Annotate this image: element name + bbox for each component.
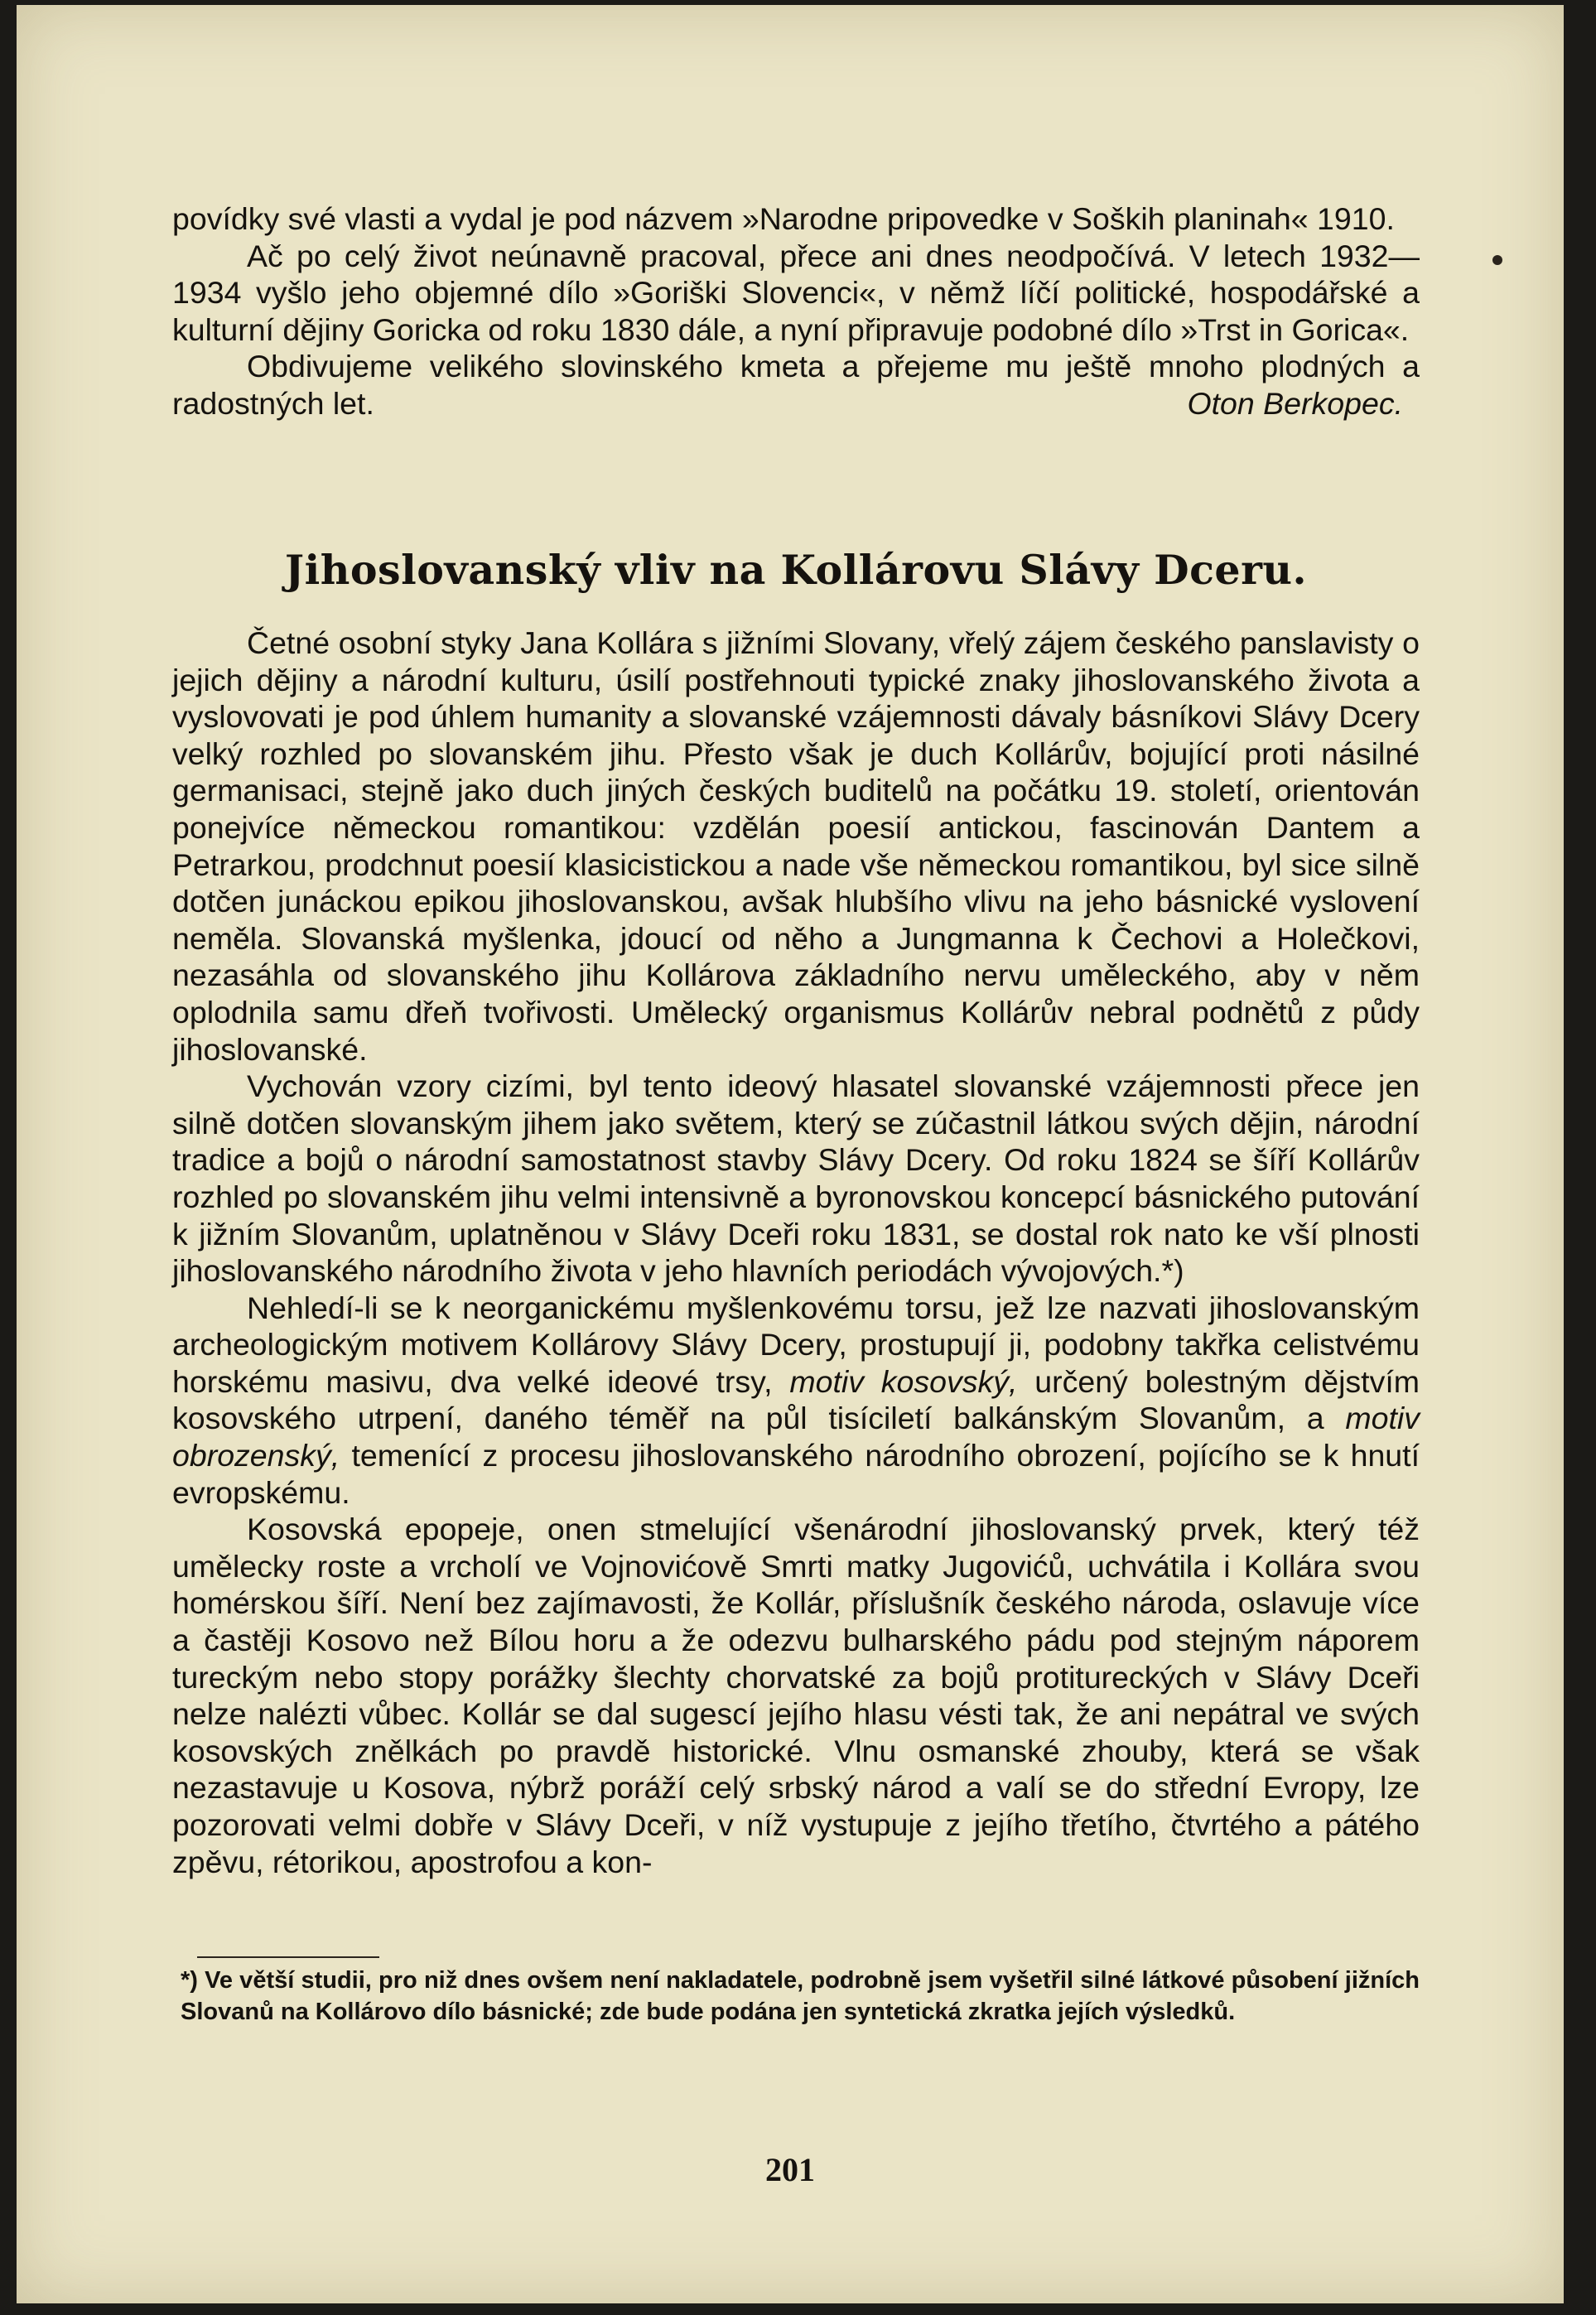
book-page (17, 5, 1564, 2303)
footnote-rule (197, 1956, 379, 1958)
margin-mark (1492, 255, 1502, 265)
article-paragraph-3 (172, 1290, 1420, 1512)
article-paragraph-4: Kosovská epopeje, onen stmelující všenárodní jihoslovanský prvek, který též umělecky roste a vrcholí ve Vojnovićově Smrti matky Jugovićů, uchvátila i Kollára svou homérskou šíří. Není bez zajímavosti, že Kollár, příslušník českého národa, oslavuje více a častěji Kosovo než Bílou horu a že odezvu bulharského pádu pod stejným náporem tureckým nebo stopy porážky šlechty chorvatské za bojů protitureckých v Slávy Dceři nelze nalézti vůbec. Kollár se dal sugescí jejího hlasu vésti tak, že ani nepátral ve svých kosovských znělkách po pravdě historické. Vlnu osmanské zhouby, která se však nezastavuje u Kosova, nýbrž poráží celý srbský národ a valí se do střední Evropy, lze pozorovati velmi dobře v Slávy Dceři, v níž vystupuje z jejího třetího, čtvrtého a pátého zpěvu, rétorikou, apostrofou a kon- (172, 1512, 1420, 1879)
author-signature: Oton Berkopec. (1187, 385, 1403, 421)
article-paragraph-3-part-c: temenící z procesu jihoslovanského národního obrození, pojícího se k hnutí evropskému. (172, 1438, 1420, 1510)
motif-kosovo-term: motiv kosovský, (789, 1363, 1018, 1399)
intro-paragraph-3 (172, 348, 1420, 422)
article-body (172, 625, 1420, 1880)
article-title: Jihoslovanský vliv na Kollárovu Slávy Dceru. (284, 546, 1308, 594)
footnote: *) Ve větší studii, pro niž dnes ovšem není nakladatele, podrobně jsem vyšetřil silné látkové působení jižních Slovanů na Kollárovo dílo básnické; zde bude podána jen syntetická zkratka jejích výsledků. (181, 1967, 1420, 2025)
article-paragraph-2: Vychován vzory cizími, byl tento ideový hlasatel slovanské vzájemnosti přece jen silně dotčen slovanským jihem jako světem, který se zúčastnil látkou svých dějin, národní tradice a bojů o národní samostatnost stavby Slávy Dcery. Od roku 1824 se šíří Kollárův rozhled po slovanském jihu velmi intensivně a byronovskou koncepcí básnického putování k jižním Slovanům, uplatněnou v Slávy Dceři roku 1831, se dostal rok nato ke vší plnosti jihoslovanského národního života v jeho hlavních periodách vývojových.*) (172, 1068, 1420, 1289)
motif-revival-term: motiv obrozenský, (172, 1401, 1420, 1473)
intro-paragraph-2: Ač po celý život neúnavně pracoval, přece ani dnes neodpočívá. V letech 1932—1934 vyšlo jeho objemné dílo »Goriški Slovenci«, v němž líčí politické, hospodářské a kulturní dějiny Goricka od roku 1830 dále, a nyní připravuje podobné dílo »Trst in Gorica«. (172, 238, 1420, 347)
intro-paragraph-1: povídky své vlasti a vydal je pod názvem »Narodne pripovedke v Soških planinah« 1910. (172, 201, 1395, 236)
intro-section (172, 200, 1420, 422)
article-paragraph-3-part-b: určený bolestným dějstvím kosovského utrpení, daného téměř na půl tisíciletí balkánským Slovanům, a (172, 1363, 1420, 1436)
article-paragraph-3-part-a: Nehledí-li se k neorganickému myšlenkovému torsu, jež lze nazvati jihoslovanským archeologickým motivem Kollárovy Slávy Dcery, prostupují ji, podobny takřka celistvému horskému masivu, dva velké ideové trsy, (172, 1290, 1420, 1399)
intro-paragraph-3-text: Obdivujeme velikého slovinského kmeta a přejeme mu ještě mnoho plodných a radostných let. (172, 349, 1420, 421)
page-number: 201 (765, 2151, 815, 2188)
article-paragraph-1: Četné osobní styky Jana Kollára s jižními Slovany, vřelý zájem českého panslavisty o jejich dějiny a národní kulturu, úsilí postřehnouti typické znaky jihoslovanského života a vyslovovati je pod úhlem humanity a slovanské vzájemnosti dávaly básníkovi Slávy Dcery velký rozhled po slovanském jihu. Přesto však je duch Kollárův, bojující proti násilné germanisaci, stejně jako duch jiných českých buditelů na počátku 19. století, orientován ponejvíce německou romantikou: vzdělán poesií antickou, fascinován Dantem a Petrarkou, prodchnut poesií klasicistickou a nade vše německou romantikou, byl sice silně dotčen junáckou epikou jihoslovanskou, avšak hlubšího vlivu na jeho básnické vyslovení neměla. Slovanská myšlenka, jdoucí od něho a Jungmanna k Čechovi a Holečkovi, nezasáhla od slovanského jihu Kollárova základního nervu uměleckého, aby v něm oplodnila samu dřeň tvořivosti. Umělecký organismus Kollárův nebral podnětů z půdy jihoslovanské. (172, 625, 1420, 1067)
